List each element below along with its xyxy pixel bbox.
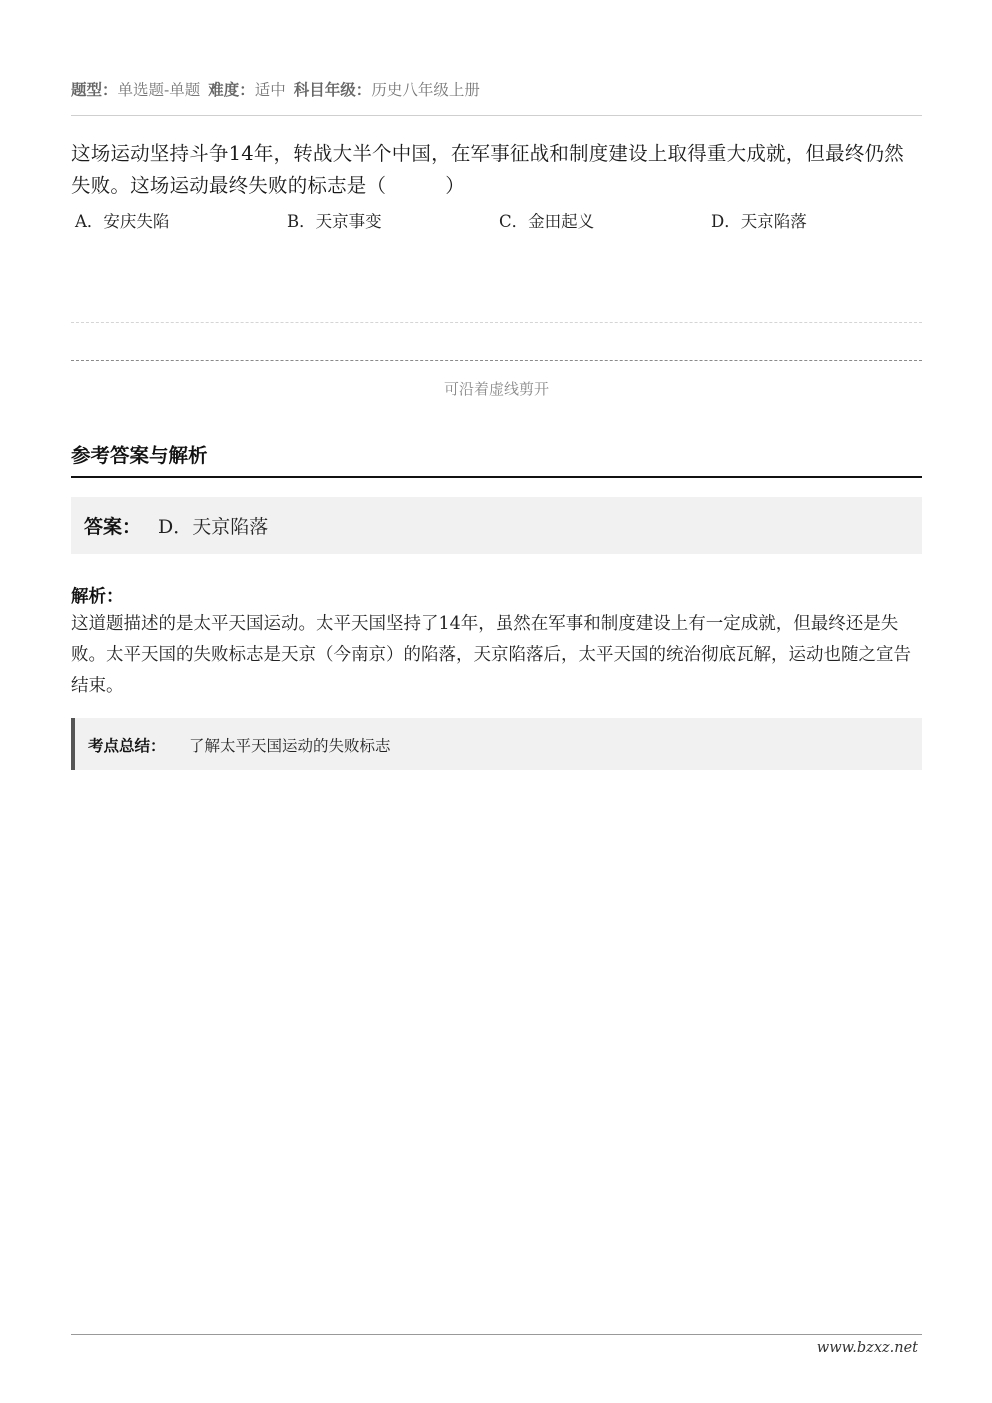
- cut-line-note: 可沿着虚线剪开: [443, 380, 549, 398]
- option-d[interactable]: D．天京陷落: [711, 212, 807, 231]
- subject-label: 科目年级：: [293, 81, 372, 99]
- option-list: [75, 208, 923, 234]
- type-value: 单选题-单题: [117, 81, 201, 99]
- type-label: 题型：: [71, 81, 118, 99]
- question-meta: [71, 78, 480, 100]
- cut-line: [71, 360, 922, 361]
- header-divider: [71, 115, 922, 116]
- subject-value: 历史八年级上册: [371, 81, 480, 99]
- summary-label: 考点总结：: [88, 737, 166, 755]
- summary-box: [71, 718, 922, 770]
- footer-site-url: www.bzxz.net: [816, 1340, 918, 1356]
- difficulty-value: 适中: [254, 81, 286, 99]
- answer-section-title: 参考答案与解析: [71, 444, 208, 467]
- analysis-label: 解析：: [71, 587, 124, 607]
- analysis-text: 这道题描述的是太平天国运动。太平天国坚持了14年，虽然在军事和制度建设上有一定成就，但最终还是失败。太平天国的失败标志是天京（今南京）的陷落，天京陷落后，太平天国的统治彻底瓦解，运动也随之宣告结束。: [71, 614, 911, 696]
- option-a[interactable]: A．安庆失陷: [75, 212, 170, 231]
- option-c[interactable]: C．金田起义: [499, 212, 595, 231]
- answer-value: D．天京陷落: [158, 516, 269, 538]
- answer-box: [71, 497, 922, 554]
- answer-label: 答案：: [84, 516, 142, 538]
- question-stem: 这场运动坚持斗争14年，转战大半个中国，在军事征战和制度建设上取得重大成就，但最终仍然失败。这场运动最终失败的标志是（ ）: [71, 142, 904, 197]
- summary-value: 了解太平天国运动的失败标志: [189, 737, 391, 755]
- difficulty-label: 难度：: [208, 81, 255, 99]
- option-b[interactable]: B．天京事变: [287, 212, 382, 231]
- light-dashed-divider: [71, 322, 922, 323]
- footer-divider: [71, 1334, 922, 1335]
- section-divider: [71, 476, 922, 478]
